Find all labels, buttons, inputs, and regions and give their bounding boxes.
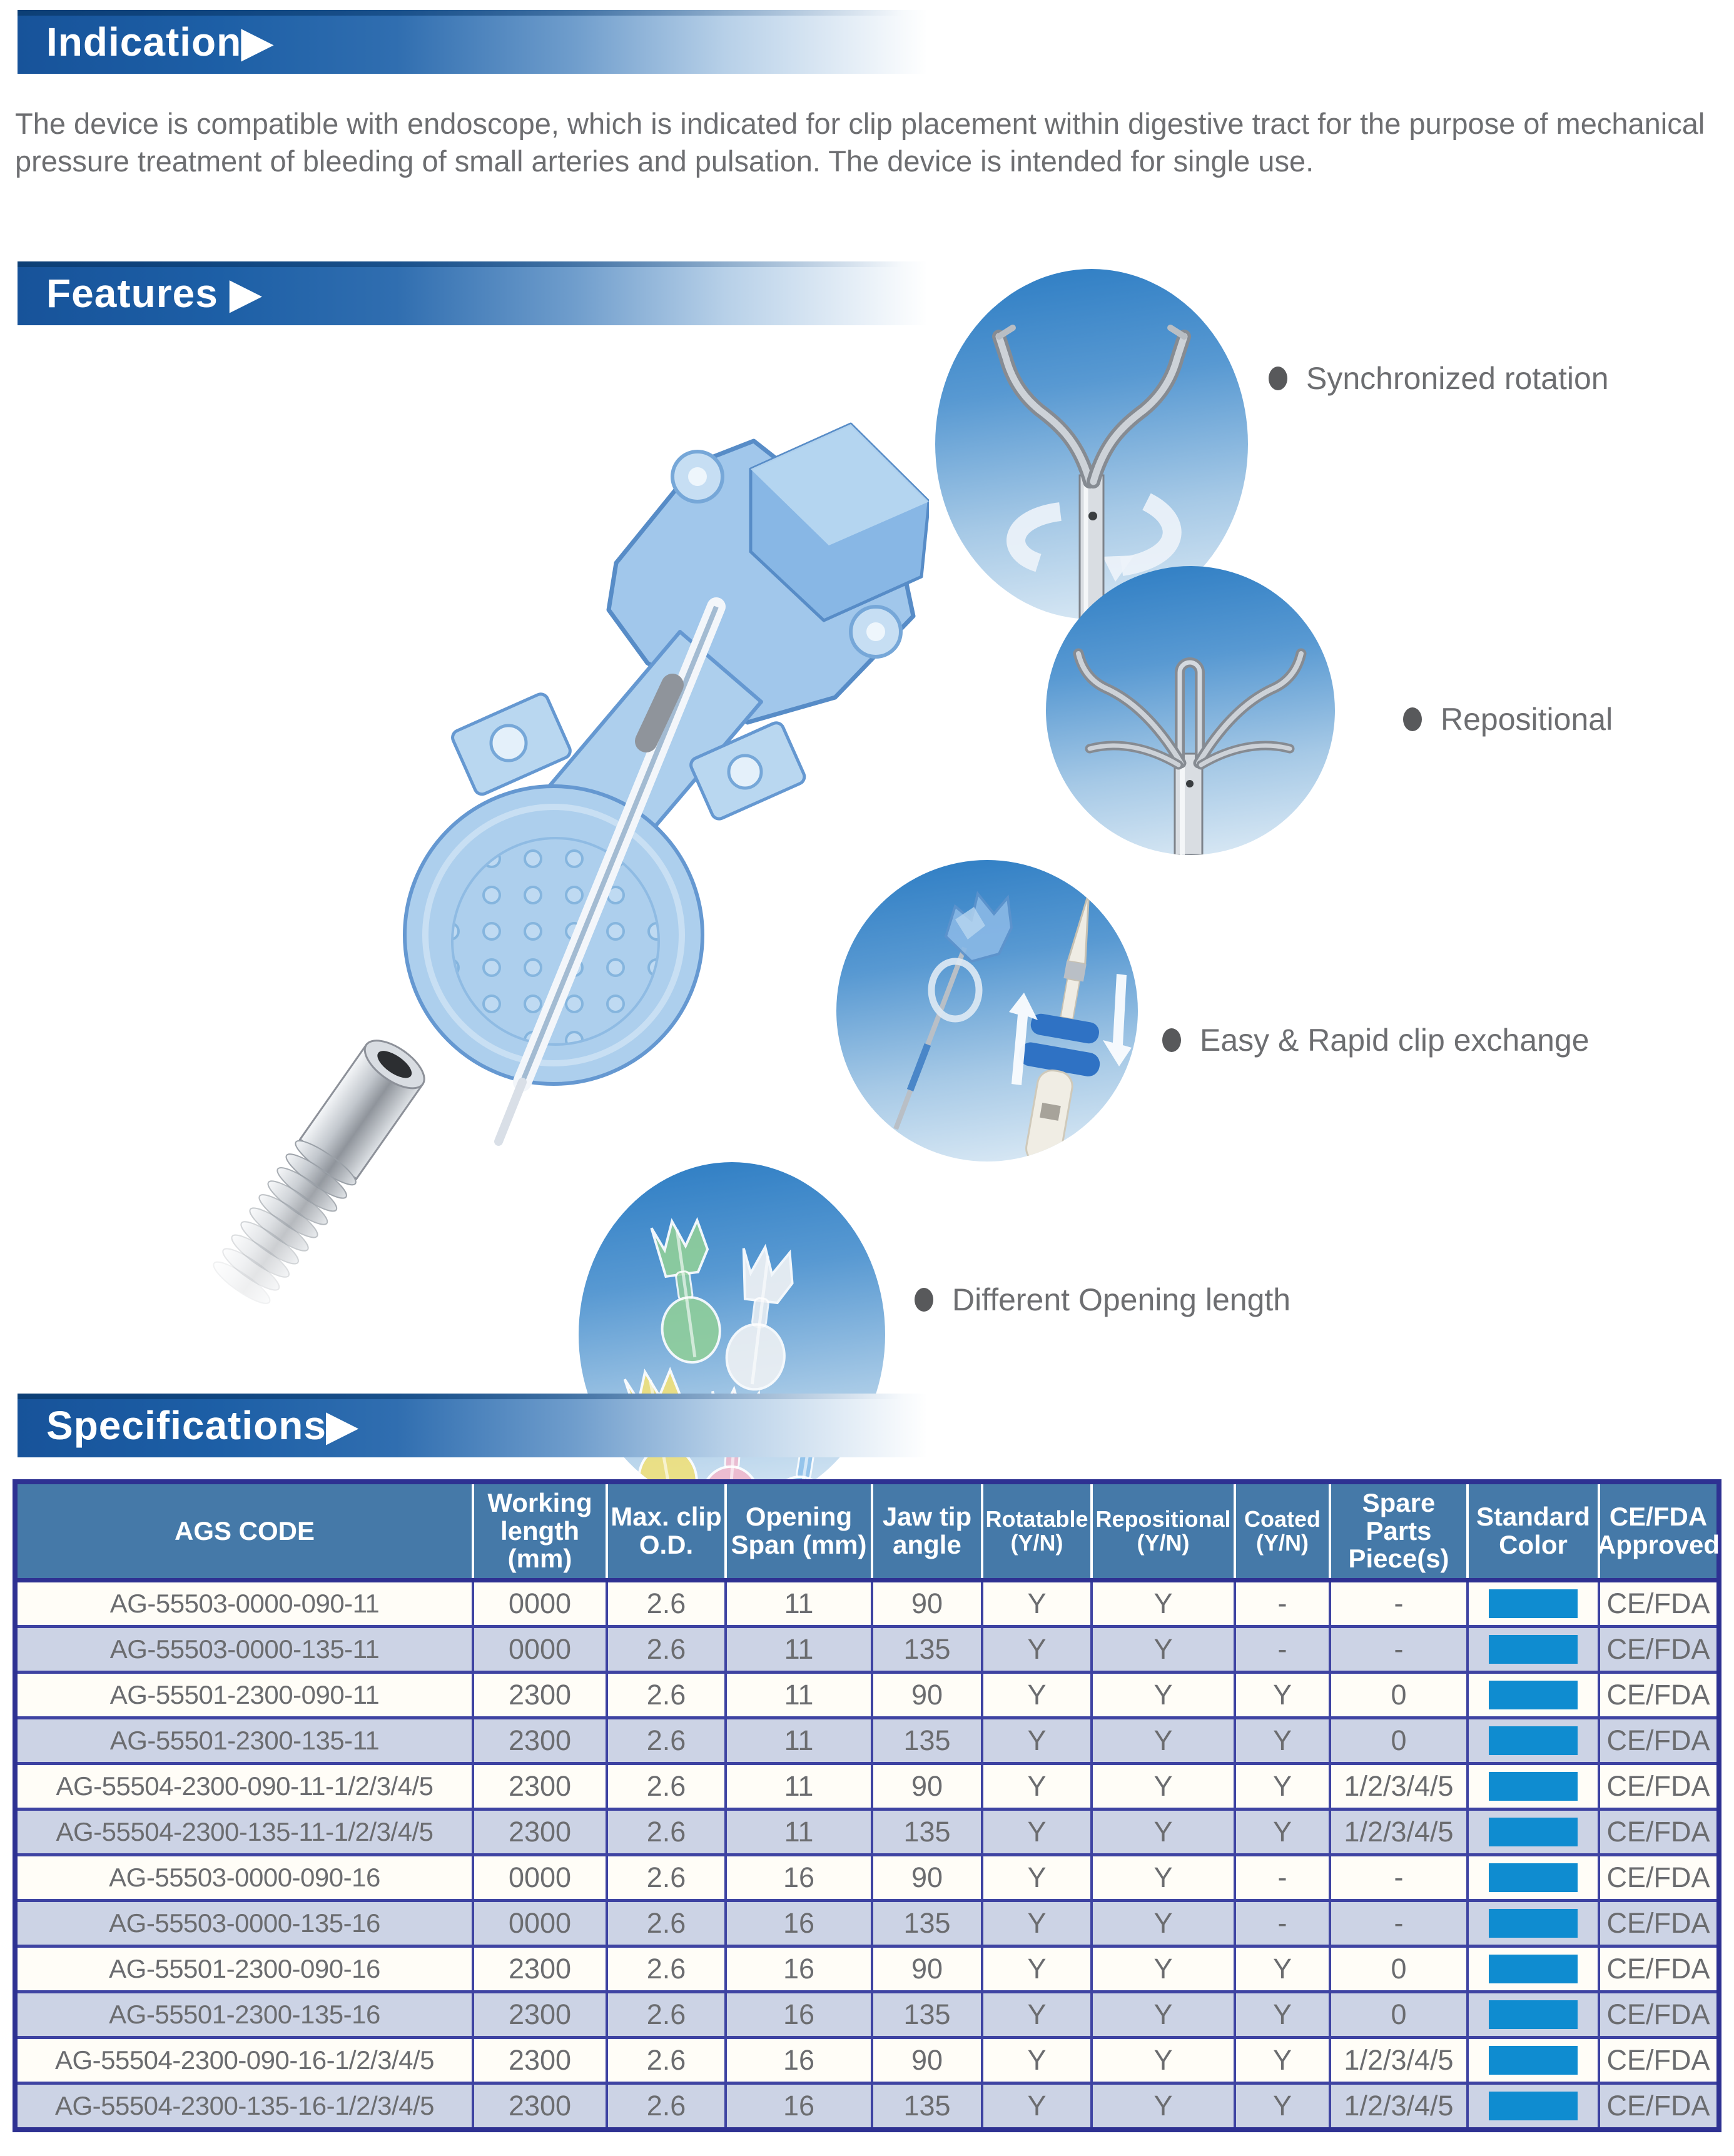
cell-max-clip-od: 2.6 [608, 1993, 727, 2036]
feature-label: Different Opening length [952, 1282, 1291, 1317]
cell-repositional: Y [1093, 1674, 1236, 1716]
cell-ags-code: AG-55504-2300-090-11-1/2/3/4/5 [18, 1765, 474, 1808]
cell-ags-code: AG-55503-0000-135-11 [18, 1628, 474, 1671]
cell-opening-span: 16 [727, 1856, 873, 1899]
cell-coated: Y [1236, 2039, 1331, 2082]
cell-spare-parts: - [1331, 1902, 1469, 1945]
cell-repositional: Y [1093, 1582, 1236, 1625]
table-row [18, 1945, 1716, 1990]
table-row [18, 1671, 1716, 1716]
cell-coated: - [1236, 1582, 1331, 1625]
cell-opening-span: 16 [727, 2085, 873, 2127]
specifications-table [13, 1479, 1721, 2132]
cell-rotatable: Y [983, 1765, 1093, 1808]
feature-bullet-clip-exchange [1162, 1023, 1590, 1058]
cell-max-clip-od: 2.6 [608, 2085, 727, 2127]
table-header-row [18, 1484, 1720, 1582]
cell-ags-code: AG-55504-2300-135-11-1/2/3/4/5 [18, 1811, 474, 1853]
cell-ce-fda: CE/FDA [1606, 1770, 1710, 1802]
table-row [18, 1716, 1716, 1762]
cell-opening-span: 16 [727, 1902, 873, 1945]
cell-jaw-tip-angle: 90 [873, 1856, 983, 1899]
specifications-title: Specifications▶ [46, 1402, 358, 1448]
cell-ce-fda: CE/FDA [1606, 1861, 1710, 1893]
bullet-dot-icon [1269, 367, 1287, 390]
feature-label: Repositional [1441, 702, 1613, 737]
cell-standard-color [1469, 1719, 1600, 1762]
coil-sheath-illustration [169, 1020, 475, 1376]
cell-repositional: Y [1093, 1993, 1236, 2036]
cell-working-length: 2300 [474, 1948, 608, 1990]
cell-repositional: Y [1093, 2085, 1236, 2127]
cell-ce-fda: CE/FDA [1606, 1679, 1710, 1711]
cell-repositional: Y [1093, 1765, 1236, 1808]
cell-jaw-tip-angle: 90 [873, 1582, 983, 1625]
header-ce-fda: CE/FDA Approved [1597, 1502, 1720, 1559]
feature-image-clip-exchange [836, 860, 1138, 1162]
cell-coated: Y [1236, 1765, 1331, 1808]
cell-max-clip-od: 2.6 [608, 1674, 727, 1716]
cell-jaw-tip-angle: 90 [873, 1674, 983, 1716]
feature-image-repositional [1046, 566, 1335, 855]
cell-opening-span: 11 [727, 1582, 873, 1625]
cell-working-length: 2300 [474, 1993, 608, 2036]
cell-ce-fda: CE/FDA [1606, 1633, 1710, 1665]
cell-repositional: Y [1093, 1856, 1236, 1899]
cell-working-length: 0000 [474, 1902, 608, 1945]
cell-ce-fda: CE/FDA [1606, 1587, 1710, 1619]
cell-standard-color [1469, 1856, 1600, 1899]
feature-bullet-synchronized-rotation [1269, 361, 1609, 396]
cell-spare-parts: 1/2/3/4/5 [1331, 2085, 1469, 2127]
cell-opening-span: 16 [727, 1948, 873, 1990]
cell-opening-span: 16 [727, 2039, 873, 2082]
cell-ags-code: AG-55503-0000-135-16 [18, 1902, 474, 1945]
header-jaw-tip-angle: Jaw tip angle [873, 1484, 983, 1578]
cell-ags-code: AG-55501-2300-090-16 [18, 1948, 474, 1990]
cell-working-length: 2300 [474, 2039, 608, 2082]
standard-color-swatch [1489, 1772, 1578, 1801]
cell-rotatable: Y [983, 1902, 1093, 1945]
header-rotatable: Rotatable (Y/N) [983, 1484, 1093, 1578]
feature-bullet-opening-lengths [915, 1282, 1290, 1317]
cell-ce-fda: CE/FDA [1606, 2044, 1710, 2076]
features-title: Features ▶ [46, 270, 261, 316]
table-row [18, 1582, 1716, 1625]
cell-jaw-tip-angle: 90 [873, 1948, 983, 1990]
cell-coated: Y [1236, 2085, 1331, 2127]
table-row [18, 1808, 1716, 1853]
cell-opening-span: 16 [727, 1993, 873, 2036]
cell-max-clip-od: 2.6 [608, 1582, 727, 1625]
cell-max-clip-od: 2.6 [608, 1811, 727, 1853]
header-repositional: Repositional (Y/N) [1093, 1484, 1236, 1578]
cell-jaw-tip-angle: 135 [873, 1993, 983, 2036]
header-opening-span: Opening Span (mm) [727, 1484, 873, 1578]
cell-spare-parts: 0 [1331, 1719, 1469, 1762]
cell-opening-span: 11 [727, 1674, 873, 1716]
cell-repositional: Y [1093, 2039, 1236, 2082]
standard-color-swatch [1489, 2092, 1578, 2120]
cell-ce-fda: CE/FDA [1606, 1724, 1710, 1756]
cell-coated: Y [1236, 1811, 1331, 1853]
cell-working-length: 2300 [474, 1719, 608, 1762]
table-row [18, 1625, 1716, 1671]
cell-opening-span: 11 [727, 1765, 873, 1808]
cell-repositional: Y [1093, 1811, 1236, 1853]
cell-standard-color [1469, 1902, 1600, 1945]
cell-coated: - [1236, 1628, 1331, 1671]
cell-working-length: 0000 [474, 1628, 608, 1671]
table-body [18, 1582, 1716, 2127]
cell-max-clip-od: 2.6 [608, 1856, 727, 1899]
standard-color-swatch [1489, 2000, 1578, 2029]
cell-jaw-tip-angle: 135 [873, 1719, 983, 1762]
cell-ce-fda: CE/FDA [1606, 1907, 1710, 1939]
standard-color-swatch [1489, 2046, 1578, 2075]
table-row [18, 1990, 1716, 2036]
cell-repositional: Y [1093, 1902, 1236, 1945]
cell-standard-color [1469, 2085, 1600, 2127]
cell-jaw-tip-angle: 135 [873, 1628, 983, 1671]
cell-rotatable: Y [983, 1811, 1093, 1853]
cell-max-clip-od: 2.6 [608, 1628, 727, 1671]
cell-ce-fda: CE/FDA [1606, 1816, 1710, 1848]
cell-ags-code: AG-55501-2300-090-11 [18, 1674, 474, 1716]
cell-jaw-tip-angle: 135 [873, 1811, 983, 1853]
standard-color-swatch [1489, 1955, 1578, 1983]
coil-sheath-photo [169, 1020, 475, 1376]
cell-working-length: 0000 [474, 1856, 608, 1899]
table-row [18, 2082, 1716, 2127]
standard-color-swatch [1489, 1863, 1578, 1892]
feature-bullet-repositional [1403, 702, 1613, 737]
standard-color-swatch [1489, 1635, 1578, 1664]
clip-exchange-illustration [836, 860, 1138, 1162]
header-max-clip-od: Max. clip O.D. [608, 1484, 727, 1578]
cell-working-length: 0000 [474, 1582, 608, 1625]
header-working-length: Working length (mm) [474, 1484, 608, 1578]
cell-spare-parts: 0 [1331, 1948, 1469, 1990]
cell-rotatable: Y [983, 1719, 1093, 1762]
cell-max-clip-od: 2.6 [608, 2039, 727, 2082]
cell-ags-code: AG-55504-2300-135-16-1/2/3/4/5 [18, 2085, 474, 2127]
cell-repositional: Y [1093, 1719, 1236, 1762]
cell-spare-parts: 1/2/3/4/5 [1331, 2039, 1469, 2082]
header-coated: Coated (Y/N) [1236, 1484, 1331, 1578]
feature-label: Synchronized rotation [1306, 361, 1609, 396]
cell-repositional: Y [1093, 1628, 1236, 1671]
cell-spare-parts: 0 [1331, 1674, 1469, 1716]
table-row [18, 1762, 1716, 1808]
standard-color-swatch [1489, 1681, 1578, 1709]
table-row [18, 1899, 1716, 1945]
cell-standard-color [1469, 2039, 1600, 2082]
cell-opening-span: 11 [727, 1628, 873, 1671]
cell-standard-color [1469, 1628, 1600, 1671]
header-standard-color: Standard Color [1469, 1484, 1600, 1578]
cell-standard-color [1469, 1674, 1600, 1716]
header-ags-code: AGS CODE [18, 1484, 474, 1578]
cell-rotatable: Y [983, 1856, 1093, 1899]
cell-spare-parts: 1/2/3/4/5 [1331, 1765, 1469, 1808]
cell-standard-color [1469, 1582, 1600, 1625]
standard-color-swatch [1489, 1818, 1578, 1846]
cell-spare-parts: - [1331, 1628, 1469, 1671]
cell-spare-parts: - [1331, 1582, 1469, 1625]
cell-repositional: Y [1093, 1948, 1236, 1990]
cell-opening-span: 11 [727, 1811, 873, 1853]
cell-max-clip-od: 2.6 [608, 1765, 727, 1808]
cell-rotatable: Y [983, 1582, 1093, 1625]
cell-working-length: 2300 [474, 2085, 608, 2127]
cell-max-clip-od: 2.6 [608, 1719, 727, 1762]
cell-spare-parts: 0 [1331, 1993, 1469, 2036]
cell-ags-code: AG-55503-0000-090-16 [18, 1856, 474, 1899]
cell-working-length: 2300 [474, 1674, 608, 1716]
specifications-banner [18, 1394, 1281, 1457]
cell-jaw-tip-angle: 135 [873, 2085, 983, 2127]
cell-jaw-tip-angle: 90 [873, 1765, 983, 1808]
cell-spare-parts: 1/2/3/4/5 [1331, 1811, 1469, 1853]
cell-coated: Y [1236, 1993, 1331, 2036]
cell-working-length: 2300 [474, 1765, 608, 1808]
cell-rotatable: Y [983, 1628, 1093, 1671]
cell-standard-color [1469, 1993, 1600, 2036]
cell-ags-code: AG-55501-2300-135-16 [18, 1993, 474, 2036]
cell-standard-color [1469, 1811, 1600, 1853]
feature-label: Easy & Rapid clip exchange [1200, 1023, 1590, 1058]
cell-rotatable: Y [983, 2039, 1093, 2082]
cell-standard-color [1469, 1765, 1600, 1808]
cell-spare-parts: - [1331, 1856, 1469, 1899]
indication-title: Indication▶ [46, 19, 273, 64]
cell-coated: Y [1236, 1948, 1331, 1990]
cell-ce-fda: CE/FDA [1606, 2090, 1710, 2122]
indication-banner [18, 10, 1281, 74]
cell-ags-code: AG-55503-0000-090-11 [18, 1582, 474, 1625]
cell-jaw-tip-angle: 135 [873, 1902, 983, 1945]
bullet-dot-icon [915, 1288, 933, 1312]
cell-jaw-tip-angle: 90 [873, 2039, 983, 2082]
cell-max-clip-od: 2.6 [608, 1948, 727, 1990]
standard-color-swatch [1489, 1589, 1578, 1618]
cell-rotatable: Y [983, 1674, 1093, 1716]
cell-ce-fda: CE/FDA [1606, 1998, 1710, 2030]
cell-coated: - [1236, 1902, 1331, 1945]
cell-coated: Y [1236, 1674, 1331, 1716]
cell-ags-code: AG-55501-2300-135-11 [18, 1719, 474, 1762]
cell-rotatable: Y [983, 1993, 1093, 2036]
standard-color-swatch [1489, 1726, 1578, 1755]
cell-max-clip-od: 2.6 [608, 1902, 727, 1945]
bullet-dot-icon [1403, 707, 1422, 731]
header-spare-parts: Spare Parts Piece(s) [1331, 1484, 1469, 1578]
indication-body-text: The device is compatible with endoscope, which is indicated for clip placement within digestive tract for the purpose of mechanical pressure treatment of bleeding of small arteries and pulsation. The device is intended for single use. [15, 107, 1705, 178]
bullet-dot-icon [1162, 1028, 1181, 1052]
cell-rotatable: Y [983, 2085, 1093, 2127]
standard-color-swatch [1489, 1909, 1578, 1938]
clip-open-arms-illustration [1046, 566, 1335, 855]
cell-ce-fda: CE/FDA [1606, 1953, 1710, 1985]
table-row [18, 1853, 1716, 1899]
cell-coated: - [1236, 1856, 1331, 1899]
cell-coated: Y [1236, 1719, 1331, 1762]
table-row [18, 2036, 1716, 2082]
cell-ags-code: AG-55504-2300-090-16-1/2/3/4/5 [18, 2039, 474, 2082]
cell-standard-color [1469, 1948, 1600, 1990]
cell-opening-span: 11 [727, 1719, 873, 1762]
cell-working-length: 2300 [474, 1811, 608, 1853]
cell-rotatable: Y [983, 1948, 1093, 1990]
